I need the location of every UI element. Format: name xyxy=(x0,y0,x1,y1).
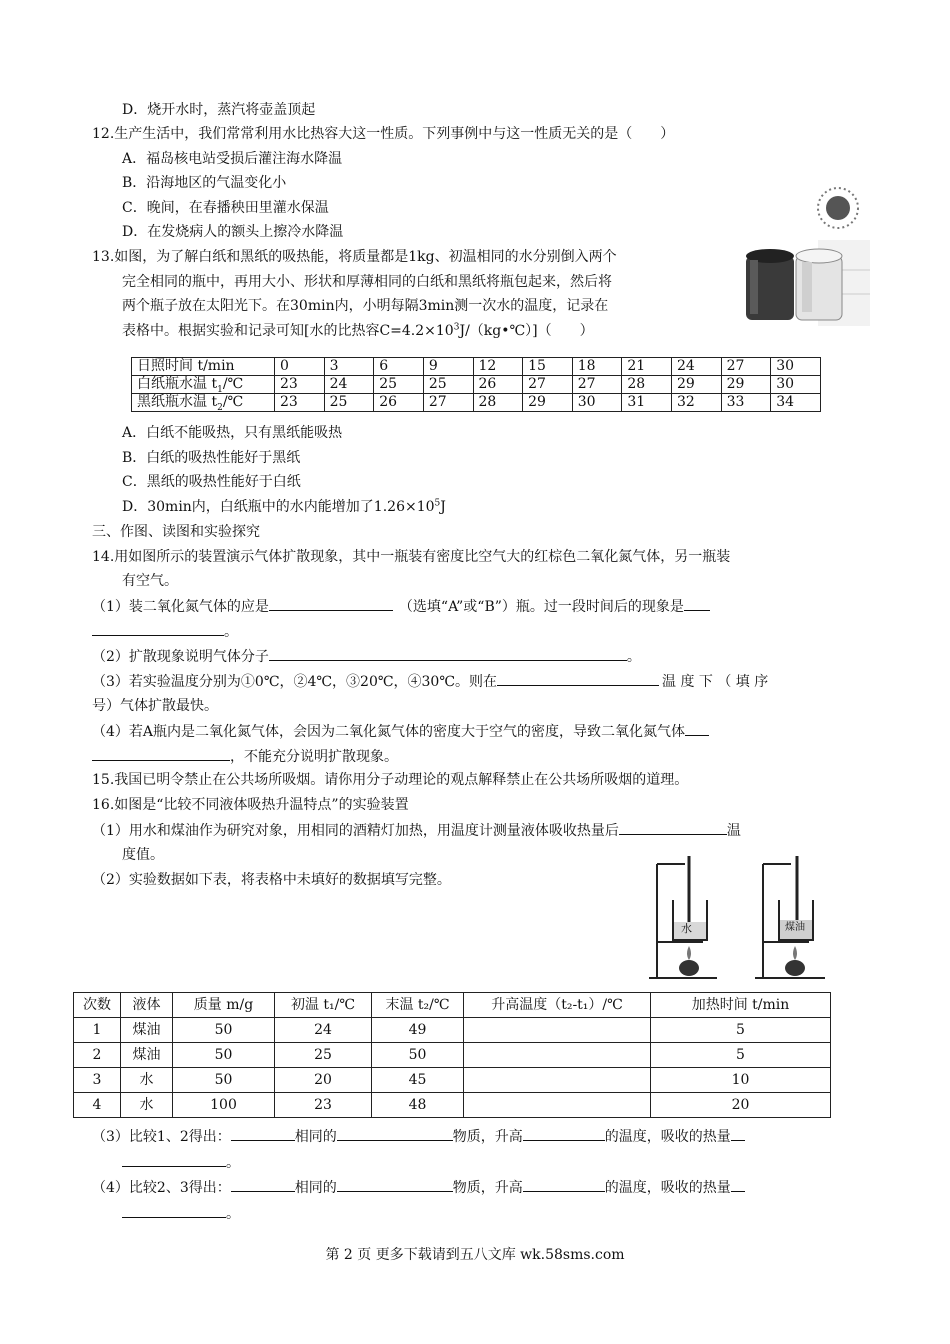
table-cell: 50 xyxy=(173,1018,275,1043)
q12-option-b: B．沿海地区的气温变化小 xyxy=(122,175,287,191)
table-cell: 水 xyxy=(121,1068,173,1093)
q14-part1-cont: 。 xyxy=(92,619,238,645)
q13-stem-line1: 13.如图，为了解白纸和黑纸的吸热能，将质量都是1kg、初温相同的水分别倒入两个 xyxy=(92,249,617,265)
table-header: 质量 m/g xyxy=(173,993,275,1018)
table-row xyxy=(132,358,821,376)
page-footer: 第 2 页 更多下载请到五八文库 wk.58sms.com xyxy=(325,1247,625,1263)
answer-blank[interactable] xyxy=(337,1175,453,1192)
table-cell: 4 xyxy=(74,1093,121,1118)
table-row xyxy=(132,376,821,394)
table-cell: 27 xyxy=(423,394,473,412)
q11-option-d: D．烧开水时，蒸汽将壶盖顶起 xyxy=(122,102,316,118)
q13-stem-line3: 两个瓶子放在太阳光下。在30min内，小明每隔3min测一次水的温度，记录在 xyxy=(122,298,609,314)
q14-part4: （4）若A瓶内是二氧化氮气体，会因为二氧化氮气体的密度大于空气的密度，导致二氧化氮气体 xyxy=(92,719,709,745)
table-cell: 24 xyxy=(324,376,374,394)
table-header: 次数 xyxy=(74,993,121,1018)
table-cell: 30 xyxy=(572,394,622,412)
q16-part4-cont: 。 xyxy=(122,1201,240,1227)
table-cell: 18 xyxy=(572,358,622,376)
table-cell: 27 xyxy=(721,358,771,376)
table-cell: 29 xyxy=(523,394,573,412)
table-row xyxy=(74,1068,831,1093)
flame-icon xyxy=(687,946,797,960)
q16-part4: （4）比较2、3得出： 相同的 物质，升高 的温度，吸收的热量 xyxy=(92,1175,745,1201)
table-row xyxy=(74,1018,831,1043)
q16-part1: （1）用水和煤油作为研究对象，用相同的酒精灯加热，用温度计测量液体吸收热量后 温 xyxy=(92,818,741,844)
q14-stem-line1: 14.用如图所示的装置演示气体扩散现象，其中一瓶装有密度比空气大的红棕色二氧化氮气体，另一瓶装 xyxy=(92,549,731,565)
table-cell: 黑纸瓶水温 $t_2/℃$ xyxy=(132,394,275,412)
black-bottle xyxy=(746,249,794,320)
table-cell: 0 xyxy=(275,358,325,376)
table-cell: 1 xyxy=(74,1018,121,1043)
table-cell: 5 xyxy=(651,1043,831,1068)
q16-part3-cont: 。 xyxy=(122,1150,240,1176)
table-cell: 2 xyxy=(74,1043,121,1068)
table-cell: 48 xyxy=(372,1093,464,1118)
q13-stem-line2: 完全相同的瓶中，再用大小、形状和厚薄相同的白纸和黑纸将瓶包起来，然后将 xyxy=(122,274,612,290)
table-cell: 33 xyxy=(721,394,771,412)
q13-option-b: B．白纸的吸热性能好于黑纸 xyxy=(122,450,301,466)
table-cell: 27 xyxy=(523,376,573,394)
q16-part3: （3）比较1、2得出： 相同的 物质，升高 的温度，吸收的热量 xyxy=(92,1124,745,1150)
answer-blank[interactable] xyxy=(731,1124,745,1141)
table-header: 末温 t₂/℃ xyxy=(372,993,464,1018)
table-cell: 24 xyxy=(275,1018,372,1043)
white-bottle xyxy=(796,249,842,320)
q16-apparatus-figure xyxy=(645,850,843,984)
table-cell: 26 xyxy=(473,376,523,394)
table-cell: 煤油 xyxy=(121,1043,173,1068)
table-row xyxy=(132,394,821,412)
q13-option-c: C．黑纸的吸热性能好于白纸 xyxy=(122,474,301,490)
table-cell: 32 xyxy=(672,394,722,412)
table-cell: 日照时间 t/min xyxy=(132,358,275,376)
table-cell: 6 xyxy=(374,358,424,376)
table-cell: 3 xyxy=(324,358,374,376)
oil-label: 煤油 xyxy=(785,922,805,933)
table-cell: 28 xyxy=(622,376,672,394)
answer-blank[interactable] xyxy=(231,1124,295,1141)
table-cell: 50 xyxy=(372,1043,464,1068)
table-cell: 25 xyxy=(423,376,473,394)
q12-option-c: C．晚间，在春播秧田里灌水保温 xyxy=(122,200,329,216)
answer-blank[interactable] xyxy=(92,744,230,761)
table-cell: 20 xyxy=(651,1093,831,1118)
table-cell: 21 xyxy=(622,358,672,376)
answer-blank[interactable] xyxy=(122,1150,226,1167)
answer-blank[interactable] xyxy=(269,594,393,611)
table-row xyxy=(74,993,831,1018)
q14-part3: （3）若实验温度分别为①0℃，②4℃，③20℃，④30℃。则在 温 度 下 （ 填 序 xyxy=(92,669,768,695)
q13-bottles-figure xyxy=(742,178,870,326)
answer-blank[interactable] xyxy=(231,1175,295,1192)
water-label: 水 xyxy=(681,923,692,935)
q14-part1: （1）装二氧化氮气体的应是 （选填“A”或“B”）瓶。过一段时间后的现象是 xyxy=(92,594,710,620)
q15-stem: 15.我国已明令禁止在公共场所吸烟。请你用分子动理论的观点解释禁止在公共场所吸烟的道理。 xyxy=(92,772,689,788)
section-heading: 三、作图、读图和实验探究 xyxy=(92,524,260,540)
table-cell: 49 xyxy=(372,1018,464,1043)
answer-blank[interactable] xyxy=(92,619,224,636)
table-cell: 20 xyxy=(275,1068,372,1093)
table-row xyxy=(74,1043,831,1068)
table-cell: 23 xyxy=(275,376,325,394)
q14-stem-line2: 有空气。 xyxy=(122,573,178,589)
q16-data-table xyxy=(73,992,831,1118)
alcohol-lamp-icon xyxy=(679,960,805,976)
answer-blank[interactable] xyxy=(523,1175,605,1192)
table-cell: 25 xyxy=(275,1043,372,1068)
table-cell: 10 xyxy=(651,1068,831,1093)
q16-part1-cont: 度值。 xyxy=(122,847,164,863)
table-cell: 26 xyxy=(374,394,424,412)
table-cell: 30 xyxy=(771,376,821,394)
table-cell: 50 xyxy=(173,1068,275,1093)
q12-stem: 12.生产生活中，我们常常利用水比热容大这一性质。下列事例中与这一性质无关的是（ ） xyxy=(92,126,675,142)
q16-stem: 16.如图是“比较不同液体吸热升温特点”的实验装置 xyxy=(92,797,409,813)
q13-option-a: A．白纸不能吸热，只有黑纸能吸热 xyxy=(122,425,343,441)
answer-blank[interactable] xyxy=(684,594,710,611)
answer-blank[interactable] xyxy=(337,1124,453,1141)
table-header: 初温 t₁/℃ xyxy=(275,993,372,1018)
table-cell: 100 xyxy=(173,1093,275,1118)
answer-blank[interactable] xyxy=(619,818,727,835)
answer-cell[interactable] xyxy=(464,1068,651,1093)
table-cell: 15 xyxy=(523,358,573,376)
answer-cell[interactable] xyxy=(464,1043,651,1068)
table-row xyxy=(74,1093,831,1118)
table-cell: 34 xyxy=(771,394,821,412)
answer-cell[interactable] xyxy=(464,1018,651,1043)
sun-icon xyxy=(818,188,858,228)
q13-stem-line4: 表格中。根据实验和记录可知[水的比热容$C=4.2\times 10^3J/(kg•℃)$]（ ） xyxy=(122,322,594,339)
table-cell: 45 xyxy=(372,1068,464,1093)
answer-blank[interactable] xyxy=(685,719,709,736)
table-cell: 27 xyxy=(572,376,622,394)
q16-part2: （2）实验数据如下表，将表格中未填好的数据填写完整。 xyxy=(92,872,451,888)
table-cell: 23 xyxy=(275,1093,372,1118)
table-header: 液体 xyxy=(121,993,173,1018)
q14-part4-cont: ，不能充分说明扩散现象。 xyxy=(92,744,398,770)
table-cell: 水 xyxy=(121,1093,173,1118)
q13-option-d: D．30min内，白纸瓶中的水内能增加了$1.26\times 10^5J$ xyxy=(122,498,446,515)
answer-blank[interactable] xyxy=(731,1175,745,1192)
table-cell: 50 xyxy=(173,1043,275,1068)
q14-part2: （2）扩散现象说明气体分子 。 xyxy=(92,644,641,670)
table-cell: 白纸瓶水温 $t_1/℃$ xyxy=(132,376,275,394)
table-cell: 28 xyxy=(473,394,523,412)
q13-temperature-table xyxy=(131,357,821,412)
table-header: 加热时间 t/min xyxy=(651,993,831,1018)
table-cell: 31 xyxy=(622,394,672,412)
table-cell: 12 xyxy=(473,358,523,376)
q14-part3-cont: 号）气体扩散最快。 xyxy=(92,698,218,714)
table-cell: 25 xyxy=(324,394,374,412)
answer-blank[interactable] xyxy=(523,1124,605,1141)
answer-cell[interactable] xyxy=(464,1093,651,1118)
table-cell: 25 xyxy=(374,376,424,394)
q12-option-d: D．在发烧病人的额头上擦冷水降温 xyxy=(122,224,344,240)
table-cell: 30 xyxy=(771,358,821,376)
answer-blank[interactable] xyxy=(497,669,659,686)
answer-blank[interactable] xyxy=(122,1201,226,1218)
table-cell: 29 xyxy=(672,376,722,394)
table-cell: 29 xyxy=(721,376,771,394)
table-cell: 3 xyxy=(74,1068,121,1093)
table-header: 升高温度（t₂-t₁）/℃ xyxy=(464,993,651,1018)
q12-option-a: A．福岛核电站受损后灌注海水降温 xyxy=(122,151,343,167)
answer-blank[interactable] xyxy=(269,644,627,661)
table-cell: 24 xyxy=(672,358,722,376)
table-cell: 23 xyxy=(275,394,325,412)
table-cell: 5 xyxy=(651,1018,831,1043)
table-cell: 煤油 xyxy=(121,1018,173,1043)
table-cell: 9 xyxy=(423,358,473,376)
